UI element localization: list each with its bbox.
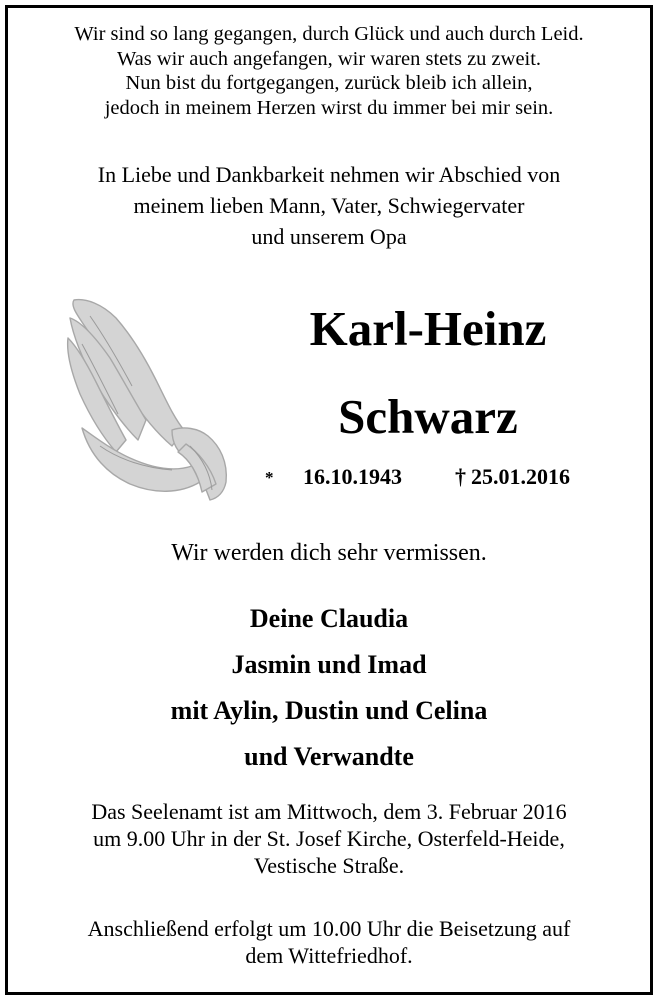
poem-line: Was wir auch angefangen, wir waren stets zu zweit. (116, 47, 542, 70)
death-date: 25.01.2016 (471, 464, 570, 489)
mourner-line: mit Aylin, Dustin und Celina (170, 696, 488, 725)
poem-line: Nun bist du fortgegangen, zurück bleib ich allein, (125, 72, 533, 94)
mourner-line: und Verwandte (244, 742, 414, 771)
death-symbol: † (455, 464, 466, 489)
intro-line: In Liebe und Dankbarkeit nehmen wir Abschied von (97, 162, 561, 187)
burial-line: dem Wittefriedhof. (245, 943, 413, 968)
service-info (8, 798, 650, 879)
service-line: um 9.00 Uhr in der St. Josef Kirche, Osterfeld-Heide, (93, 826, 565, 851)
poem (8, 22, 650, 120)
birth-symbol: * (265, 468, 274, 487)
obituary-notice (5, 5, 653, 995)
farewell-message: Wir werden dich sehr vermissen. (171, 540, 487, 566)
mourners (8, 596, 650, 780)
deceased-first-name: Karl-Heinz (309, 301, 547, 356)
deceased-last-name: Schwarz (338, 389, 518, 444)
mourner-line: Jasmin und Imad (231, 650, 427, 679)
burial-line: Anschließend erfolgt um 10.00 Uhr die Beisetzung auf (87, 916, 571, 941)
poem-line: jedoch in meinem Herzen wirst du immer bei mir sein. (104, 96, 554, 119)
mourner-line: Deine Claudia (249, 604, 409, 633)
intro-line: meinem lieben Mann, Vater, Schwiegervater (133, 193, 525, 218)
birth-date: 16.10.1943 (303, 464, 402, 489)
poem-line: Wir sind so lang gegangen, durch Glück und auch durch Leid. (74, 23, 584, 45)
service-line: Das Seelenamt ist am Mittwoch, dem 3. Februar 2016 (91, 799, 567, 824)
service-line: Vestische Straße. (253, 853, 405, 878)
farewell-intro (8, 159, 650, 252)
burial-info (8, 915, 650, 969)
praying-hands-icon (60, 296, 232, 502)
intro-line: und unserem Opa (251, 224, 407, 249)
